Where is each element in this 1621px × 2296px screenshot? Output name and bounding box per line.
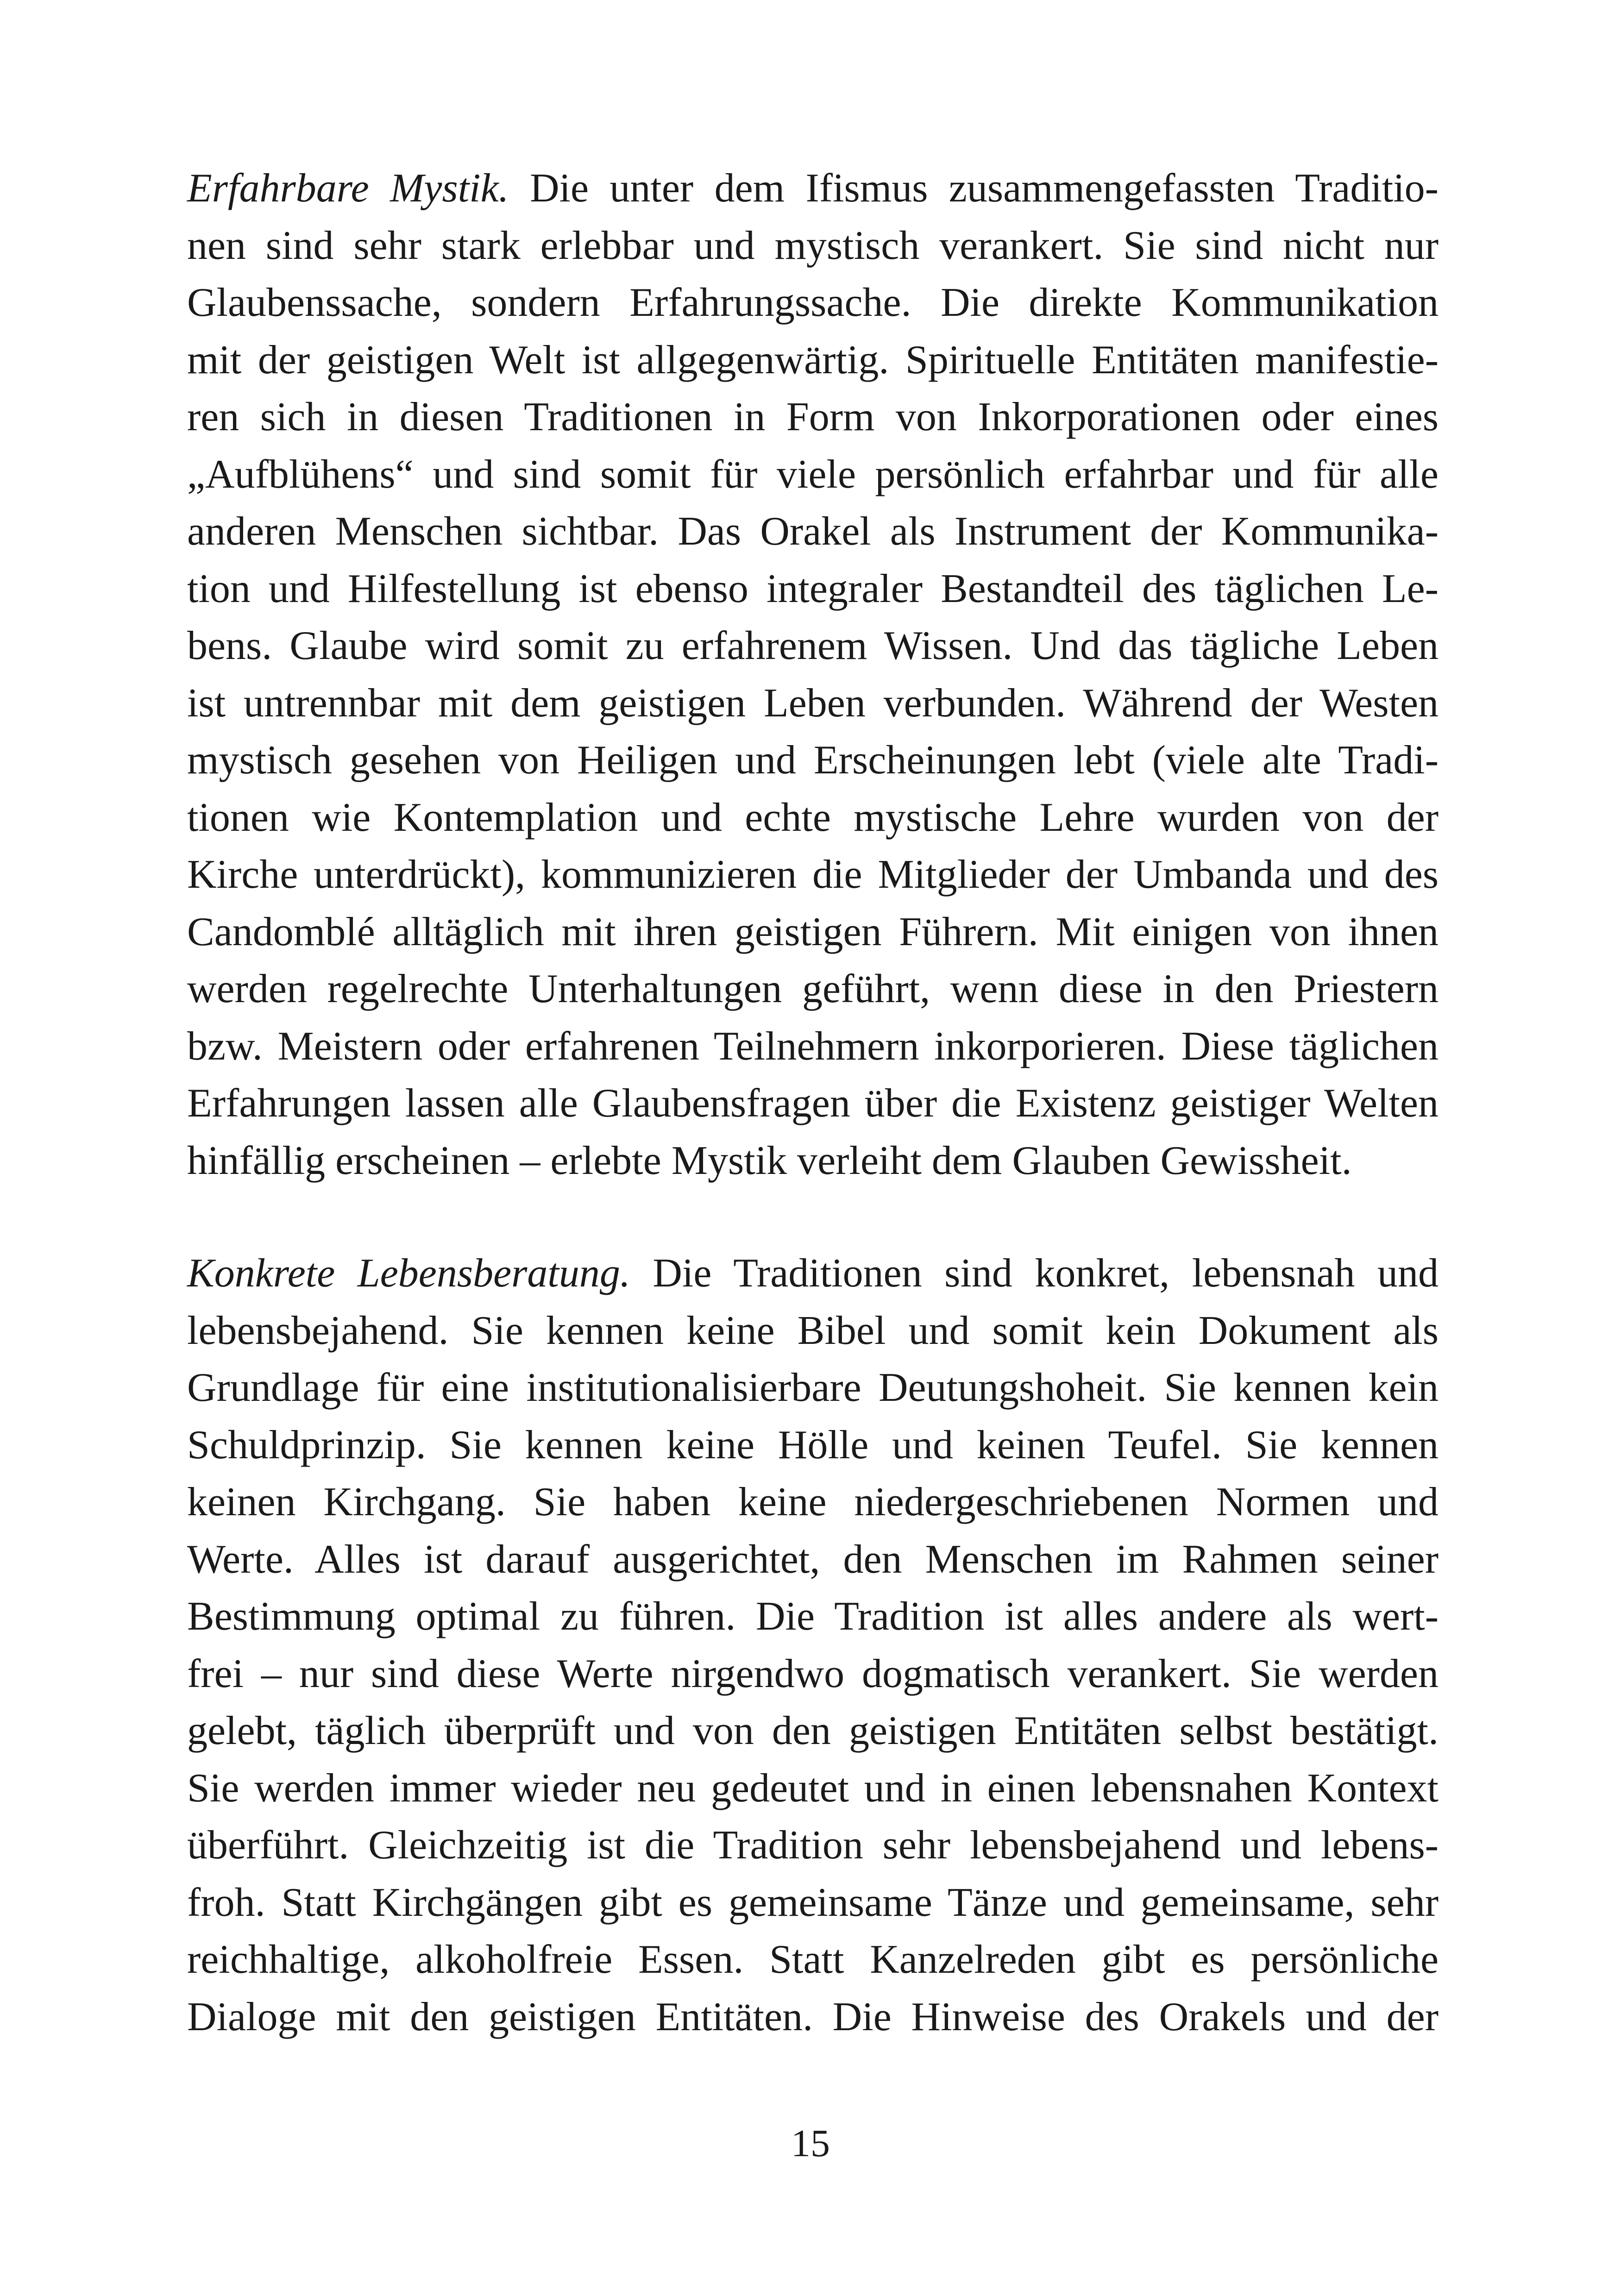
paragraph-line: nen sind sehr stark erlebbar und mystisch verankert. Sie sind nicht nur [187, 223, 1439, 268]
paragraph-line: keinen Kirchgang. Sie haben keine niedergeschriebenen Normen und [187, 1480, 1439, 1524]
paragraph-line: „Aufblühens“ und sind somit für viele persönlich erfahrbar und für alle [187, 452, 1439, 497]
paragraph-line: mystisch gesehen von Heiligen und Erscheinungen lebt (viele alte Tradi- [187, 738, 1439, 783]
paragraph-line-text: Die unter dem Ifismus zusammengefassten Traditio- [509, 166, 1439, 211]
paragraph-line: lebensbejahend. Sie kennen keine Bibel und somit kein Dokument als [187, 1308, 1439, 1353]
paragraph-line: anderen Menschen sichtbar. Das Orakel als Instrument der Kommunika- [187, 509, 1439, 554]
paragraph-line: Sie werden immer wieder neu gedeutet und in einen lebensnahen Kontext [187, 1765, 1439, 1811]
paragraph-line: ist untrennbar mit dem geistigen Leben verbunden. Während der Westen [187, 680, 1439, 726]
paragraph-line: Kirche unterdrückt), kommunizieren die Mitglieder der Umbanda und des [187, 852, 1439, 897]
paragraph-line: ren sich in diesen Traditionen in Form von Inkorporationen oder eines [187, 395, 1439, 439]
paragraph-line: reichhaltige, alkoholfreie Essen. Statt Kanzelreden gibt es persönliche [187, 1937, 1439, 1982]
paragraph-line: Grundlage für eine institutionalisierbare Deutungshoheit. Sie kennen kein [187, 1365, 1439, 1410]
paragraph-line: froh. Statt Kirchgängen gibt es gemeinsame Tänze und gemeinsame, sehr [187, 1880, 1439, 1925]
paragraph-line: Schuldprinzip. Sie kennen keine Hölle und keinen Teufel. Sie kennen [187, 1422, 1439, 1468]
paragraph-line-text: Die Traditionen sind konkret, lebensnah und [630, 1251, 1439, 1296]
paragraph-konkrete-lebensberatung [187, 1245, 1439, 2045]
paragraph-line: überführt. Gleichzeitig ist die Tradition sehr lebensbejahend und lebens- [187, 1823, 1439, 1868]
paragraph-lead-italic: Konkrete Lebensberatung. [187, 1251, 630, 1296]
paragraph-line: hinfällig erscheinen – erlebte Mystik verleiht dem Glauben Gewissheit. [187, 1138, 1352, 1183]
paragraph-line: tion und Hilfestellung ist ebenso integraler Bestandteil des täglichen Le- [187, 566, 1439, 611]
paragraph-lead-italic: Erfahrbare Mystik. [187, 166, 509, 211]
paragraph-line: Werte. Alles ist darauf ausgerichtet, den Menschen im Rahmen seiner [187, 1537, 1439, 1582]
page-number: 15 [791, 2122, 830, 2165]
paragraph-line [187, 160, 1439, 217]
paragraph-line: Glaubenssache, sondern Erfahrungssache. Die direkte Kommunikation [187, 280, 1439, 325]
paragraph-erfahrbare-mystik [187, 160, 1439, 1189]
paragraph-line: Erfahrungen lassen alle Glaubensfragen über die Existenz geistiger Welten [187, 1081, 1439, 1126]
paragraph-line: mit der geistigen Welt ist allgegenwärtig. Spirituelle Entitäten manifestie- [187, 337, 1439, 383]
paragraph-line: Dialoge mit den geistigen Entitäten. Die Hinweise des Orakels und der [187, 1994, 1439, 2039]
paragraph-line: gelebt, täglich überprüft und von den geistigen Entitäten selbst bestätigt. [187, 1708, 1439, 1753]
paragraph-line [187, 1245, 1439, 1302]
paragraph-line: tionen wie Kontemplation und echte mystische Lehre wurden von der [187, 795, 1439, 840]
paragraph-line: werden regelrechte Unterhaltungen geführt, wenn diese in den Priestern [187, 966, 1439, 1011]
paragraph-line: frei – nur sind diese Werte nirgendwo dogmatisch verankert. Sie werden [187, 1651, 1439, 1696]
paragraph-line: bens. Glaube wird somit zu erfahrenem Wissen. Und das tägliche Leben [187, 623, 1439, 668]
paragraph-line: bzw. Meistern oder erfahrenen Teilnehmern inkorporieren. Diese täglichen [187, 1023, 1439, 1069]
paragraph-line: Candomblé alltäglich mit ihren geistigen Führern. Mit einigen von ihnen [187, 909, 1439, 954]
paragraph-line: Bestimmung optimal zu führen. Die Tradition ist alles andere als wert- [187, 1594, 1439, 1639]
